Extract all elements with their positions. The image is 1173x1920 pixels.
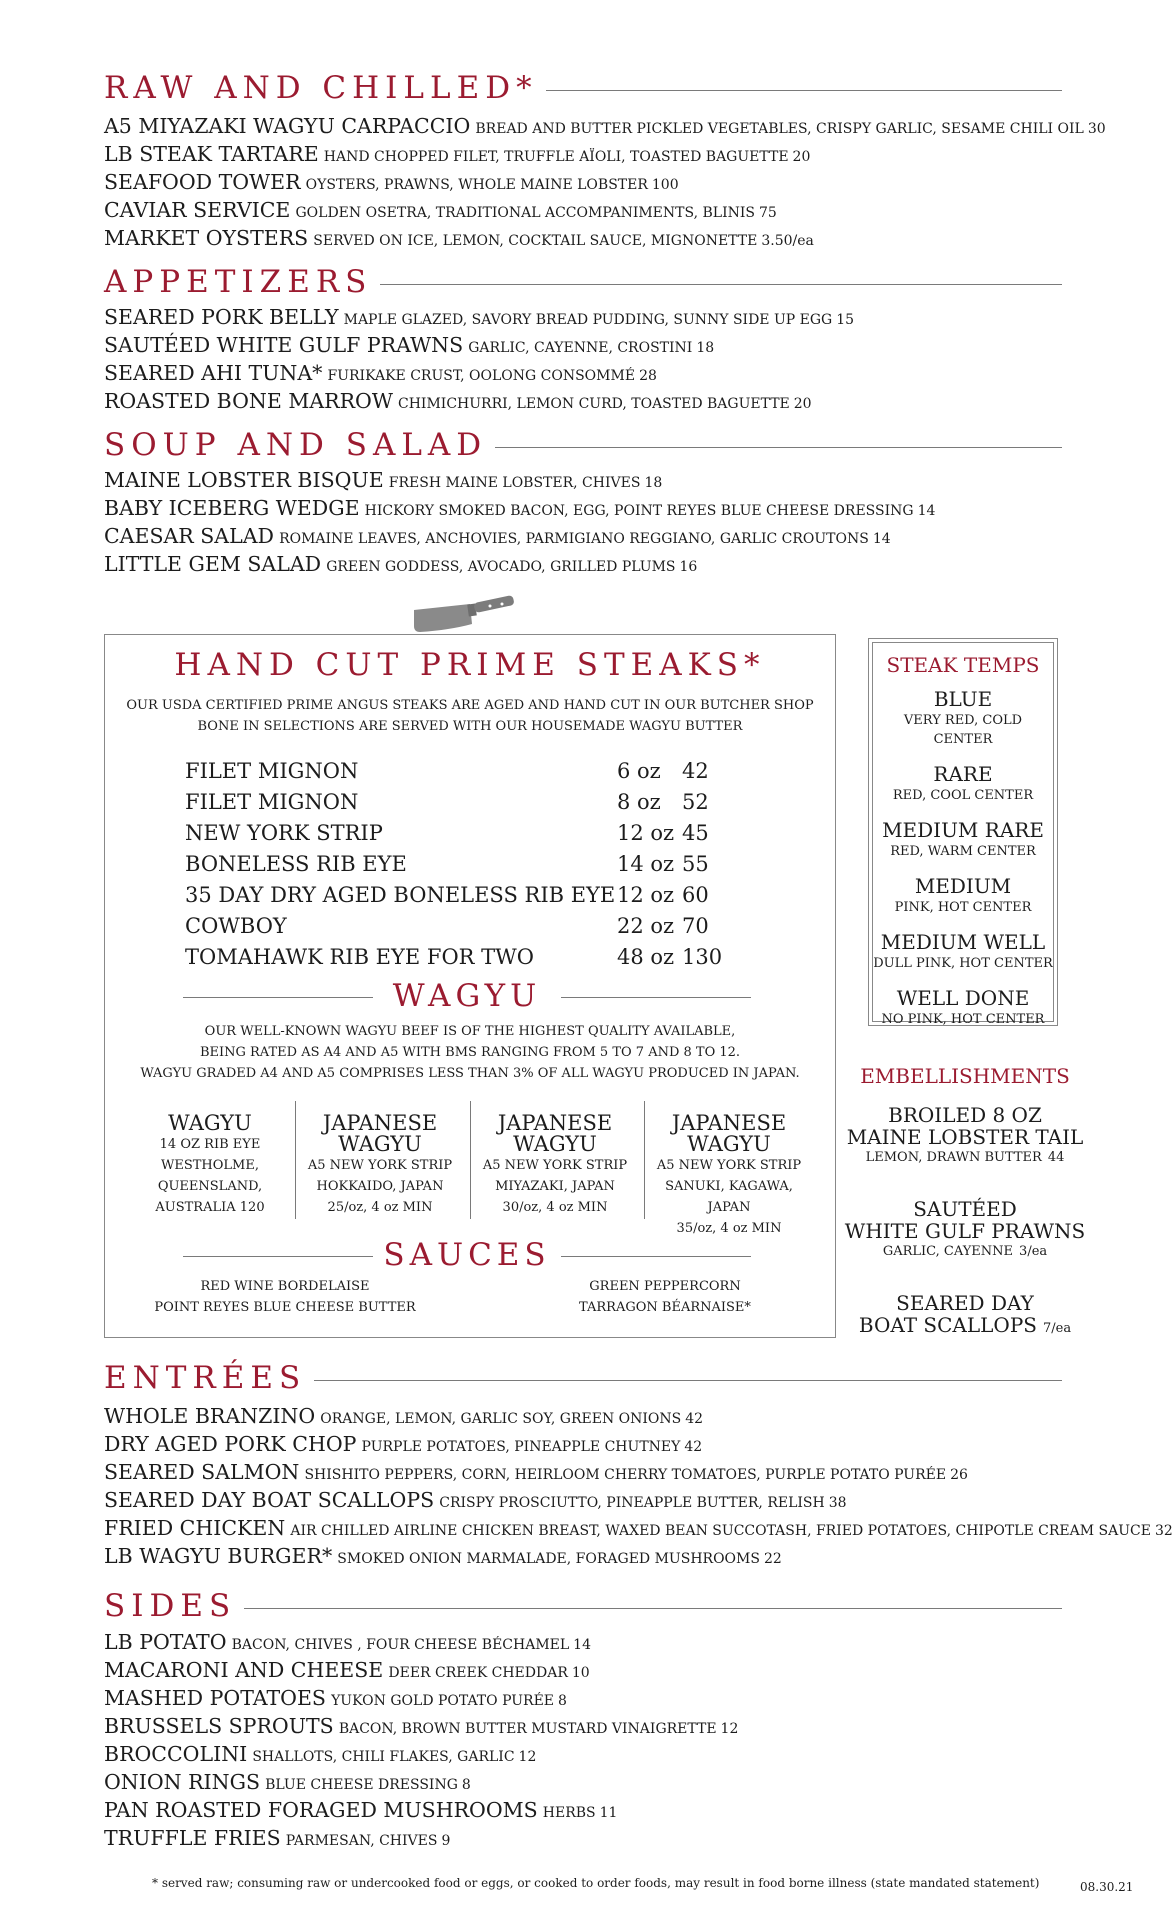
steak-temp-description: RED, COOL CENTER	[892, 788, 1034, 803]
steak-weight: 8 oz	[617, 790, 661, 814]
steak-weight: 48 oz	[617, 945, 675, 969]
embellishment-name-line	[840, 1126, 1090, 1148]
sauce-right-2: TARRAGON BÉARNAISE*	[579, 1300, 751, 1315]
menu-item	[104, 1628, 1106, 1656]
steak-name: COWBOY	[185, 914, 287, 938]
steak-temp	[873, 818, 1053, 861]
item-description: HAND CHOPPED FILET, TRUFFLE AÏOLI, TOASTED BAGUETTE	[323, 149, 789, 165]
steak-price: 45	[682, 821, 709, 845]
steak-temp-name: MEDIUM WELL	[880, 930, 1046, 954]
item-price: 14	[573, 1637, 591, 1653]
item-price: 42	[685, 1411, 704, 1427]
item-description: BREAD AND BUTTER PICKLED VEGETABLES, CRISPY GARLIC, SESAME CHILI OIL	[475, 121, 1084, 137]
menu-item	[104, 494, 1106, 522]
embellishment-description: LEMON, DRAWN BUTTER	[865, 1150, 1042, 1165]
item-name: MAINE LOBSTER BISQUE	[104, 468, 384, 492]
item-price: 32	[1154, 1523, 1173, 1539]
steak-row	[185, 914, 765, 945]
menu-item	[104, 550, 1106, 578]
item-price: 100	[651, 177, 679, 193]
item-description: MAPLE GLAZED, SAVORY BREAD PUDDING, SUNNY SIDE UP EGG	[343, 312, 833, 328]
item-price: 8	[461, 1777, 471, 1793]
steak-name: TOMAHAWK RIB EYE FOR TWO	[185, 945, 534, 969]
item-description: ORANGE, LEMON, GARLIC SOY, GREEN ONIONS	[320, 1411, 682, 1427]
wagyu-column-title: JAPANESE	[671, 1111, 787, 1135]
divider	[470, 1101, 471, 1219]
item-price: 8	[558, 1693, 567, 1709]
item-name: SEARED PORK BELLY	[104, 305, 339, 329]
wagyu-column-detail: 14 OZ RIB EYE	[159, 1137, 261, 1152]
wagyu-column-detail: WESTHOLME,	[161, 1158, 259, 1173]
menu-item	[104, 1458, 1106, 1486]
item-price: 16	[679, 559, 698, 575]
item-price: 20	[792, 149, 811, 165]
wagyu-column-detail: SANUKI, KAGAWA, JAPAN	[665, 1179, 793, 1215]
steak-temps-list	[873, 687, 1053, 1029]
item-price: 12	[518, 1749, 537, 1765]
item-name: DRY AGED PORK CHOP	[104, 1432, 357, 1456]
steak-row	[185, 945, 765, 976]
wagyu-column-title: WAGYU	[168, 1111, 252, 1135]
soup-items	[104, 466, 1106, 578]
sauces-header	[183, 1237, 751, 1273]
steaks-box	[104, 634, 836, 1338]
item-name: ONION RINGS	[104, 1770, 260, 1794]
item-price: 75	[758, 205, 777, 221]
wagyu-column	[644, 1113, 814, 1239]
menu-item	[104, 359, 1106, 387]
appetizers-items	[104, 303, 1106, 415]
menu-item	[104, 303, 1106, 331]
item-name: MACARONI AND CHEESE	[104, 1658, 384, 1682]
wagyu-note-3: WAGYU GRADED A4 AND A5 COMPRISES LESS THAN 3% OF ALL WAGYU PRODUCED IN JAPAN.	[140, 1066, 800, 1081]
item-price: 28	[639, 368, 657, 384]
item-name: FRIED CHICKEN	[104, 1516, 286, 1540]
embellishment-detail	[840, 1148, 1090, 1168]
menu-item	[104, 1740, 1106, 1768]
wagyu-column-detail: A5 NEW YORK STRIP	[307, 1158, 453, 1173]
sauces-title: SAUCES	[383, 1237, 551, 1273]
wagyu-title: WAGYU	[392, 978, 542, 1014]
wagyu-column-title: WAGYU	[513, 1132, 597, 1156]
item-name: SEARED SALMON	[104, 1460, 300, 1484]
menu-item	[104, 387, 1106, 415]
sauce-left-1: RED WINE BORDELAISE	[200, 1279, 370, 1294]
divider	[644, 1101, 645, 1219]
divider	[561, 1256, 751, 1257]
item-name: SEARED AHI TUNA*	[104, 361, 323, 385]
divider	[314, 1380, 1062, 1381]
steak-price: 60	[682, 883, 709, 907]
steak-temp	[873, 687, 1053, 749]
wagyu-column-title: WAGYU	[338, 1132, 422, 1156]
divider	[546, 90, 1062, 91]
menu-item	[104, 1684, 1106, 1712]
embellishment-detail	[840, 1242, 1090, 1262]
item-price: 42	[684, 1439, 703, 1455]
menu-item	[104, 1824, 1106, 1852]
item-description: BACON, BROWN BUTTER MUSTARD VINAIGRETTE	[338, 1721, 717, 1737]
menu-item	[104, 196, 1106, 224]
wagyu-column-detail: AUSTRALIA 120	[155, 1200, 265, 1215]
raw-section-title: RAW AND CHILLED*	[104, 70, 538, 106]
item-name: SAUTÉED WHITE GULF PRAWNS	[104, 333, 464, 357]
wagyu-column-detail: 35/oz, 4 oz MIN	[676, 1221, 782, 1236]
item-price: 11	[599, 1805, 618, 1821]
divider	[380, 284, 1062, 285]
item-description: ROMAINE LEAVES, ANCHOVIES, PARMIGIANO REGGIANO, GARLIC CROUTONS	[279, 531, 869, 547]
sauce-left-2: POINT REYES BLUE CHEESE BUTTER	[154, 1300, 416, 1315]
embellishment-name-line	[840, 1314, 1090, 1340]
item-price: 3.50/ea	[761, 233, 814, 249]
steak-price: 52	[682, 790, 709, 814]
steak-row	[185, 790, 765, 821]
wagyu-column-title: JAPANESE	[497, 1111, 613, 1135]
item-description: SHALLOTS, CHILI FLAKES, GARLIC	[252, 1749, 515, 1765]
item-price: 38	[828, 1495, 847, 1511]
item-name: TRUFFLE FRIES	[104, 1826, 281, 1850]
item-description: CRISPY PROSCIUTTO, PINEAPPLE BUTTER, RELISH	[439, 1495, 825, 1511]
divider	[495, 447, 1062, 448]
footer-disclaimer: * served raw; consuming raw or undercooked food or eggs, or cooked to order foods, may result in food borne illness (state mandated statement)	[152, 1876, 1040, 1890]
embellishment-item	[840, 1292, 1090, 1340]
wagyu-column-title: WAGYU	[687, 1132, 771, 1156]
steak-temp-description: VERY RED, COLD CENTER	[903, 713, 1023, 747]
menu-item	[104, 331, 1106, 359]
appetizers-section-header	[104, 264, 1062, 300]
steak-price: 55	[682, 852, 709, 876]
item-price: 18	[696, 340, 715, 356]
embellishment-name-line: SAUTÉED	[913, 1197, 1017, 1221]
steak-temp	[873, 874, 1053, 917]
steak-name: NEW YORK STRIP	[185, 821, 383, 845]
item-description: FRESH MAINE LOBSTER, CHIVES	[388, 475, 641, 491]
item-name: CAVIAR SERVICE	[104, 198, 291, 222]
item-name: ROASTED BONE MARROW	[104, 389, 393, 413]
item-name: PAN ROASTED FORAGED MUSHROOMS	[104, 1798, 538, 1822]
item-name: BRUSSELS SPROUTS	[104, 1714, 334, 1738]
divider	[244, 1608, 1062, 1609]
item-description: YUKON GOLD POTATO PURÉE	[331, 1693, 555, 1709]
menu-item	[104, 1796, 1106, 1824]
embellishment-name: MAINE LOBSTER TAIL	[846, 1125, 1084, 1149]
raw-section-header	[104, 70, 1062, 106]
item-name: A5 MIYAZAKI WAGYU CARPACCIO	[104, 114, 471, 138]
menu-item	[104, 466, 1106, 494]
wagyu-column	[470, 1113, 640, 1218]
steak-weight: 6 oz	[617, 759, 661, 783]
embellishment-price: 44	[1047, 1150, 1065, 1165]
entrees-section-title: ENTRÉES	[104, 1360, 307, 1396]
steak-name: BONELESS RIB EYE	[185, 852, 407, 876]
item-description: HICKORY SMOKED BACON, EGG, POINT REYES BLUE CHEESE DRESSING	[364, 503, 914, 519]
item-name: SEARED DAY BOAT SCALLOPS	[104, 1488, 435, 1512]
item-description: GOLDEN OSETRA, TRADITIONAL ACCOMPANIMENTS, BLINIS	[295, 205, 755, 221]
item-name: MARKET OYSTERS	[104, 226, 309, 250]
entrees-section-header	[104, 1360, 1062, 1396]
steak-temp-name: WELL DONE	[896, 986, 1030, 1010]
footer-date: 08.30.21	[1080, 1880, 1134, 1894]
menu-item	[104, 1712, 1106, 1740]
item-price: 20	[793, 396, 812, 412]
item-price: 14	[917, 503, 936, 519]
steak-temp-name: BLUE	[933, 687, 993, 711]
divider	[561, 997, 751, 998]
embellishment-name-line: SEARED DAY	[896, 1291, 1034, 1315]
item-description: AIR CHILLED AIRLINE CHICKEN BREAST, WAXED BEAN SUCCOTASH, FRIED POTATOES, CHIPOTLE CREAM SAUCE	[290, 1523, 1151, 1539]
item-description: CHIMICHURRI, LEMON CURD, TOASTED BAGUETTE	[398, 396, 790, 412]
item-description: FURIKAKE CRUST, OOLONG CONSOMMÉ	[327, 368, 636, 384]
wagyu-column-detail: QUEENSLAND,	[157, 1179, 263, 1194]
steak-temp-name: MEDIUM RARE	[882, 818, 1044, 842]
embellishment-name-line	[840, 1220, 1090, 1242]
wagyu-column-detail: 30/oz, 4 oz MIN	[502, 1200, 608, 1215]
menu-item	[104, 168, 1106, 196]
embellishment-description: GARLIC, CAYENNE	[882, 1244, 1014, 1259]
item-price: 22	[763, 1551, 782, 1567]
menu-item	[104, 1514, 1173, 1542]
raw-items	[104, 112, 1106, 252]
menu-item	[104, 1656, 1106, 1684]
steak-name: FILET MIGNON	[185, 790, 359, 814]
item-description: OYSTERS, PRAWNS, WHOLE MAINE LOBSTER	[305, 177, 648, 193]
steak-temp-name: MEDIUM	[914, 874, 1012, 898]
item-name: BABY ICEBERG WEDGE	[104, 496, 360, 520]
steak-price: 130	[682, 945, 723, 969]
item-price: 26	[950, 1467, 968, 1483]
sides-items	[104, 1628, 1106, 1852]
embellishments-title: EMBELLISHMENTS	[860, 1064, 1070, 1088]
steak-weight: 12 oz	[617, 883, 675, 907]
wagyu-note-1: OUR WELL-KNOWN WAGYU BEEF IS OF THE HIGHEST QUALITY AVAILABLE,	[204, 1024, 736, 1039]
wagyu-column-detail: A5 NEW YORK STRIP	[656, 1158, 802, 1173]
item-description: HERBS	[542, 1805, 596, 1821]
item-price: 30	[1087, 121, 1106, 137]
steak-name: 35 DAY DRY AGED BONELESS RIB EYE	[185, 883, 616, 907]
item-description: SMOKED ONION MARMALADE, FORAGED MUSHROOMS	[337, 1551, 760, 1567]
menu-item	[104, 1486, 1106, 1514]
item-price: 15	[836, 312, 855, 328]
item-price: 12	[720, 1721, 739, 1737]
steak-weight: 12 oz	[617, 821, 675, 845]
steak-row	[185, 759, 765, 790]
steak-row	[185, 821, 765, 852]
sides-section-header	[104, 1588, 1062, 1624]
appetizers-section-title: APPETIZERS	[104, 264, 373, 300]
divider	[183, 997, 373, 998]
menu-item	[104, 1768, 1106, 1796]
menu-item	[104, 224, 1106, 252]
menu-item	[104, 1542, 1106, 1570]
steak-temps-title: STEAK TEMPS	[886, 653, 1040, 677]
sauce-right-1: GREEN PEPPERCORN	[589, 1279, 741, 1294]
steak-price: 70	[682, 914, 709, 938]
item-name: LITTLE GEM SALAD	[104, 552, 322, 576]
item-price: 10	[571, 1665, 590, 1681]
item-description: GARLIC, CAYENNE, CROSTINI	[468, 340, 693, 356]
steak-temp	[873, 930, 1053, 973]
item-description: GREEN GODDESS, AVOCADO, GRILLED PLUMS	[326, 559, 676, 575]
steak-temps-inner	[872, 642, 1054, 1027]
steak-row	[185, 883, 765, 914]
steak-row	[185, 852, 765, 883]
wagyu-column-detail: MIYAZAKI, JAPAN	[495, 1179, 615, 1194]
entrees-items	[104, 1402, 1173, 1570]
steak-temp	[873, 762, 1053, 805]
steak-name: FILET MIGNON	[185, 759, 359, 783]
steaks-title: HAND CUT PRIME STEAKS*	[174, 647, 766, 683]
steak-temp	[873, 986, 1053, 1029]
menu-item	[104, 1402, 1106, 1430]
item-name: LB POTATO	[104, 1630, 227, 1654]
embellishment-name-line: BROILED 8 OZ	[888, 1103, 1042, 1127]
divider	[295, 1101, 296, 1219]
item-name: LB STEAK TARTARE	[104, 142, 319, 166]
item-description: BLUE CHEESE DRESSING	[265, 1777, 458, 1793]
embellishment-price: 3/ea	[1019, 1244, 1048, 1259]
steak-temp-description: RED, WARM CENTER	[890, 844, 1036, 859]
wagyu-column	[295, 1113, 465, 1218]
item-name: CAESAR SALAD	[104, 524, 274, 548]
item-description: DEER CREEK CHEDDAR	[388, 1665, 568, 1681]
divider	[183, 1256, 373, 1257]
item-description: SHISHITO PEPPERS, CORN, HEIRLOOM CHERRY TOMATOES, PURPLE POTATO PURÉE	[304, 1467, 947, 1483]
steaks-note-2: BONE IN SELECTIONS ARE SERVED WITH OUR HOUSEMADE WAGYU BUTTER	[197, 719, 743, 734]
wagyu-column-detail: A5 NEW YORK STRIP	[482, 1158, 628, 1173]
item-description: SERVED ON ICE, LEMON, COCKTAIL SAUCE, MIGNONETTE	[313, 233, 758, 249]
wagyu-column-detail: 25/oz, 4 oz MIN	[327, 1200, 433, 1215]
wagyu-column	[125, 1113, 295, 1218]
steak-temp-name: RARE	[933, 762, 993, 786]
item-price: 9	[441, 1833, 451, 1849]
soup-section-header	[104, 427, 1062, 463]
embellishment-item	[840, 1198, 1090, 1262]
menu-item	[104, 112, 1106, 140]
steak-temp-description: PINK, HOT CENTER	[894, 900, 1032, 915]
item-description: PURPLE POTATOES, PINEAPPLE CHUTNEY	[361, 1439, 681, 1455]
item-name: WHOLE BRANZINO	[104, 1404, 316, 1428]
steak-price: 42	[682, 759, 709, 783]
wagyu-note-2: BEING RATED AS A4 AND A5 WITH BMS RANGING FROM 5 TO 7 AND 8 TO 12.	[199, 1045, 741, 1060]
embellishment-price: 7/ea	[1042, 1321, 1072, 1336]
item-name: LB WAGYU BURGER*	[104, 1544, 333, 1568]
menu-item	[104, 1430, 1106, 1458]
item-description: BACON, CHIVES , FOUR CHEESE BÉCHAMEL	[231, 1637, 570, 1653]
item-price: 18	[644, 475, 663, 491]
item-price: 14	[872, 531, 891, 547]
embellishment-name: BOAT SCALLOPS	[858, 1313, 1037, 1337]
steak-temps-box	[868, 638, 1058, 1026]
sides-section-title: SIDES	[104, 1588, 237, 1624]
item-name: SEAFOOD TOWER	[104, 170, 301, 194]
menu-item	[104, 140, 1106, 168]
item-name: BROCCOLINI	[104, 1742, 248, 1766]
steaks-note-1: OUR USDA CERTIFIED PRIME ANGUS STEAKS ARE AGED AND HAND CUT IN OUR BUTCHER SHOP	[126, 698, 814, 713]
wagyu-column-title: JAPANESE	[322, 1111, 438, 1135]
cleaver-icon	[410, 594, 516, 638]
steak-temp-description: DULL PINK, HOT CENTER	[873, 956, 1053, 971]
wagyu-column-detail: HOKKAIDO, JAPAN	[316, 1179, 444, 1194]
item-name: MASHED POTATOES	[104, 1686, 326, 1710]
menu-item	[104, 522, 1106, 550]
steak-weight: 14 oz	[617, 852, 675, 876]
embellishment-item	[840, 1104, 1090, 1168]
steak-weight: 22 oz	[617, 914, 675, 938]
soup-section-title: SOUP AND SALAD	[104, 427, 488, 463]
steak-temp-description: NO PINK, HOT CENTER	[881, 1012, 1045, 1027]
wagyu-header	[183, 978, 751, 1014]
item-description: PARMESAN, CHIVES	[285, 1833, 438, 1849]
embellishment-name: WHITE GULF PRAWNS	[844, 1219, 1086, 1243]
